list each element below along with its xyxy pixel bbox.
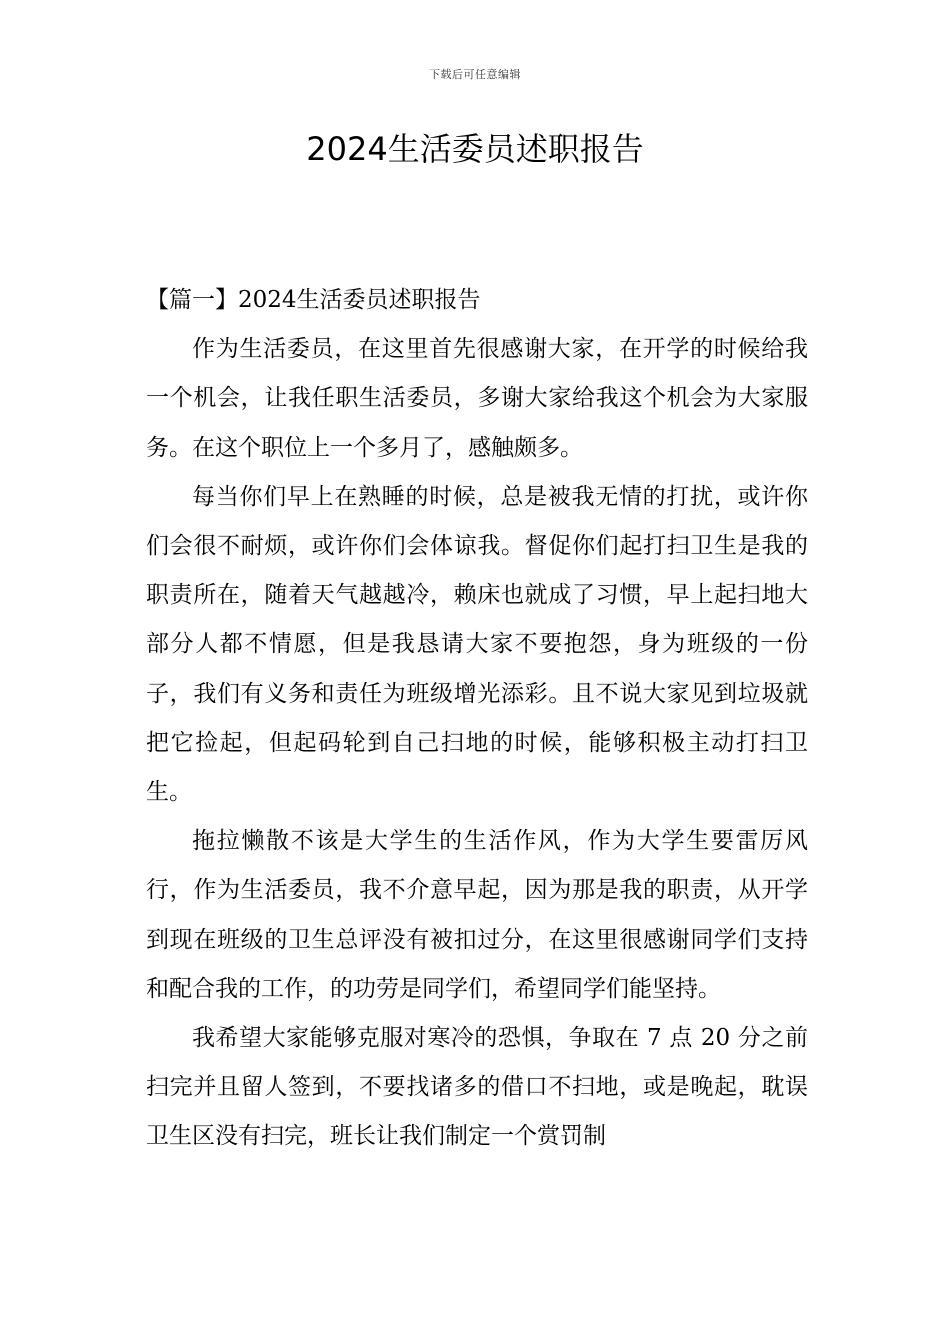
section-heading: 【篇一】2024生活委员述职报告 [146,287,481,313]
document-title: 2024生活委员述职报告 [306,130,644,168]
paragraph: 作为生活委员，在这里首先很感谢大家，在开学的时候给我一个机会，让我任职生活委员，多谢大家给我这个机会为大家服务。在这个职位上一个多月了，感触颇多。 [146,336,808,461]
paragraph: 我希望大家能够克服对寒冷的恐惧，争取在 7 点 20 分之前扫完并且留人签到，不要找诸多的借口不扫地，或是晚起，耽误卫生区没有扫完，班长让我们制定一个赏罚制 [146,1025,808,1150]
header-note: 下载后可任意编辑 [429,68,521,81]
paragraph: 每当你们早上在熟睡的时候，总是被我无情的打扰，或许你们会很不耐烦，或许你们会体谅我。督促你们起打扫卫生是我的职责所在，随着天气越越冷，赖床也就成了习惯，早上起扫地大部分人都不情愿，但是我恳请大家不要抱怨，身为班级的一份子，我们有义务和责任为班级增光添彩。且不说大家见到垃圾就把它捡起，但起码轮到自己扫地的时候，能够积极主动打扫卫生。 [146,483,808,806]
paragraph: 拖拉懒散不该是大学生的生活作风，作为大学生要雷厉风行，作为生活委员，我不介意早起，因为那是我的职责，从开学到现在班级的卫生总评没有被扣过分，在这里很感谢同学们支持和配合我的工作，的功劳是同学们，希望同学们能坚持。 [146,828,808,1002]
document-body [146,276,808,1162]
